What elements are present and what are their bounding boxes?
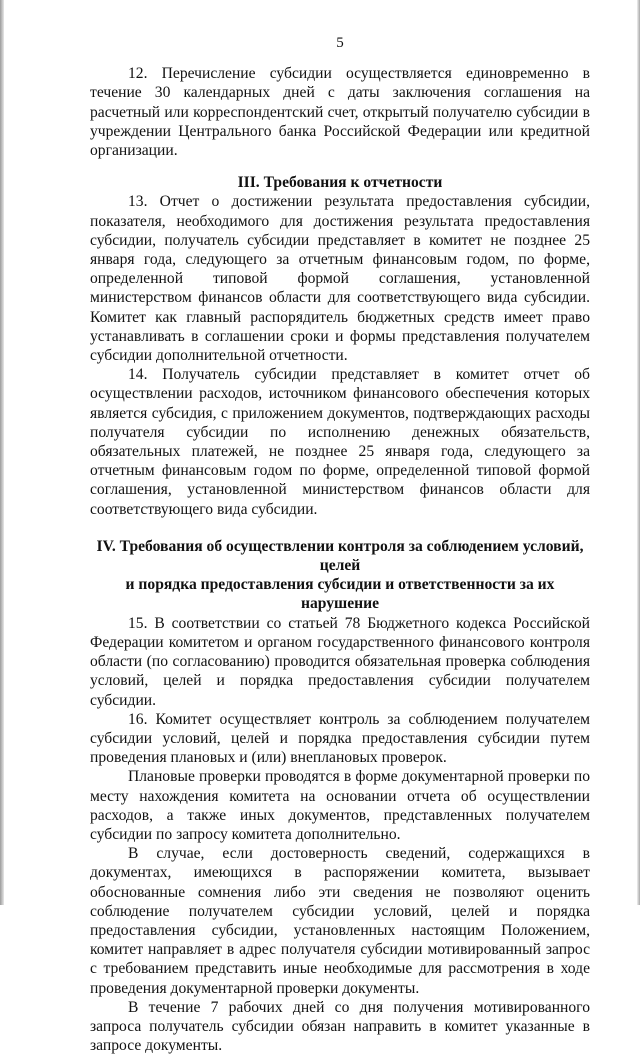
section-iv-heading-line-1: IV. Требования об осуществлении контроля за соблюдением условий, целей [96, 537, 584, 575]
paragraph-doubtful-info: В случае, если достоверность сведений, содержащихся в документах, имеющихся в распоряжении комитета, вызывает обоснованные сомнения либо эти сведения не позволяют оценить соблюдение получателем субсидии условий, целей и порядка предоставления субсидии, установленных настоящим Положением, комитет направляет в адрес получателя субсидии мотивированный запрос с требованием представить иные необходимые для рассмотрения в ходе проведения документарной проверки документы. [90, 845, 590, 997]
page-number: 5 [336, 35, 344, 51]
document-page [90, 34, 590, 1055]
paragraph-14: 14. Получатель субсидии представляет в комитет отчет об осуществлении расходов, источником финансового обеспечения которых является субсидия, с приложением документов, подтверждающих расходы получателя субсидии по исполнению денежных обязательств, обязательных платежей, не позднее 25 января года, следующего за отчетным финансовым годом по форме, определенной типовой формой соглашения, установленной министерством финансов области для соответствующего вида субсидии. [90, 366, 590, 518]
paragraph-planned-checks: Плановые проверки проводятся в форме документарной проверки по месту нахождения комитета на основании отчета об осуществлении расходов, а также иных документов, представленных получателем субсидии по запросу комитета дополнительно. [90, 768, 590, 843]
paragraph-response-deadline: В течение 7 рабочих дней со дня получения мотивированного запроса получатель субсидии обязан направить в комитет указанные в запросе документы. [90, 998, 590, 1055]
section-iv-heading [90, 537, 590, 614]
paragraph-16: 16. Комитет осуществляет контроль за соблюдением получателем субсидии условий, целей и порядка предоставления субсидии путем проведения плановых и (или) внеплановых проверок. [90, 710, 590, 767]
section-iii-heading: III. Требования к отчетности [237, 174, 443, 192]
paragraph-12: 12. Перечисление субсидии осуществляется единовременно в течение 30 календарных дней с даты заключения соглашения на расчетный или корреспондентский счет, открытый получателю субсидии в учреждении Центрального банка Российской Федерации или кредитной организации. [90, 65, 590, 160]
section-iv-heading-line-2: и порядка предоставления субсидии и ответственности за их нарушение [125, 576, 555, 613]
paragraph-15: 15. В соответствии со статьей 78 Бюджетного кодекса Российской Федерации комитетом и органом государственного финансового контроля области (по согласованию) проводится обязательная проверка соблюдения условий, целей и порядка предоставления субсидии получателем субсидии. [90, 614, 590, 709]
scan-left-edge [0, 0, 4, 905]
paragraph-13: 13. Отчет о достижении результата предоставления субсидии, показателя, необходимого для достижения результата предоставления субсидии, получатель субсидии представляет в комитет не позднее 25 января года, следующего за отчетным финансовым годом, по форме, определенной типовой формой соглашения, установленной министерством финансов области для соответствующего вида субсидии. Комитет как главный распорядитель бюджетных средств имеет право устанавливать в соглашении сроки и формы представления получателем субсидии дополнительной отчетности. [90, 193, 590, 365]
